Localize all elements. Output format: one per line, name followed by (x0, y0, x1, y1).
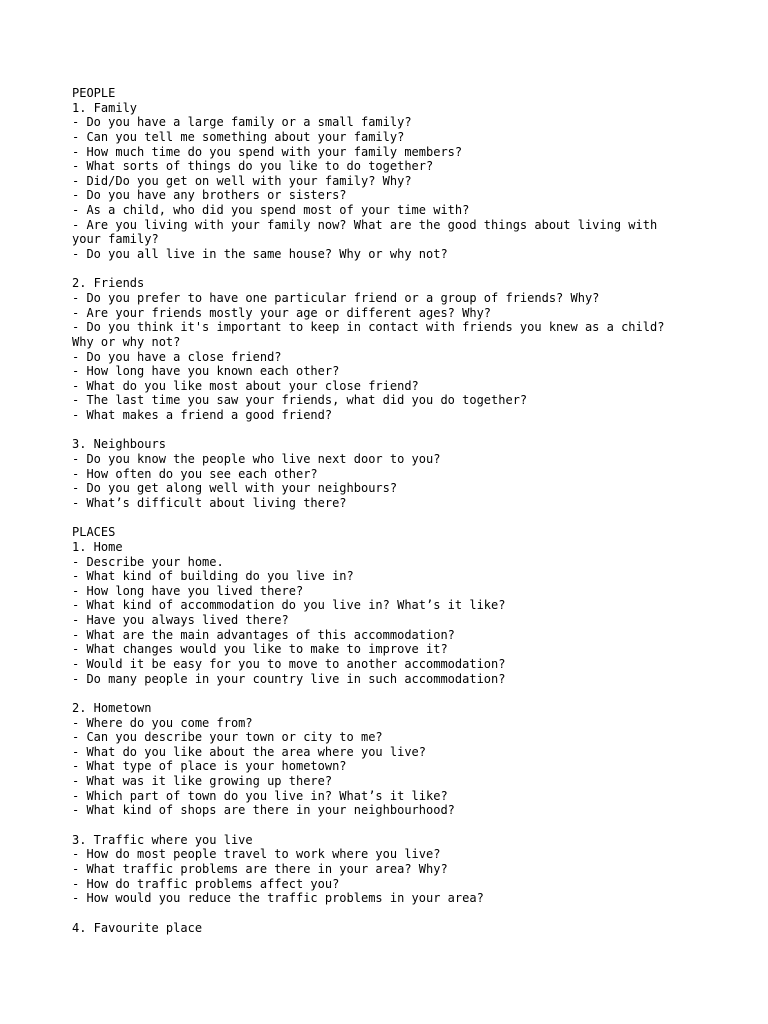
question-line: - How often do you see each other? (72, 466, 318, 481)
section-heading: PLACES (72, 525, 116, 540)
blank-line (72, 906, 712, 921)
question-line: - Do many people in your country live in such accommodation? (72, 671, 506, 686)
question-line: - What was it like growing up there? (72, 774, 333, 789)
subsection-heading: 1. Family (72, 100, 138, 115)
subsection-heading: 3. Neighbours (72, 437, 166, 452)
question-line: - What are the main advantages of this accommodation? (72, 627, 455, 642)
question-line: - What kind of building do you live in? (72, 569, 354, 584)
question-line: - Would it be easy for you to move to another accommodation? (72, 656, 506, 671)
subsection-heading: 1. Home (72, 539, 123, 554)
question-line: - Do you all live in the same house? Why or why not? (72, 247, 448, 262)
question-line: - Which part of town do you live in? What’s it like? (72, 788, 448, 803)
question-line: - What sorts of things do you like to do together? (72, 159, 434, 174)
question-line: - Can you describe your town or city to me? (72, 730, 383, 745)
blank-line (72, 511, 712, 526)
question-line: - Do you prefer to have one particular friend or a group of friends? Why? (72, 290, 600, 305)
question-line: - What kind of accommodation do you live in? What’s it like? (72, 598, 506, 613)
document-page (72, 86, 712, 935)
question-line: - Do you think it's important to keep in contact with friends you knew as a child? (72, 320, 665, 335)
question-line: - How much time do you spend with your family members? (72, 144, 463, 159)
question-line: - What changes would you like to make to improve it? (72, 642, 448, 657)
question-line: - Do you have any brothers or sisters? (72, 188, 347, 203)
question-line: - Do you have a close friend? (72, 349, 282, 364)
question-line: - How long have you known each other? (72, 364, 340, 379)
question-line: - Are you living with your family now? What are the good things about living with (72, 217, 658, 232)
subsection-heading: 3. Traffic where you live (72, 832, 253, 847)
question-line: - Do you get along well with your neighbours? (72, 481, 398, 496)
question-line: - What makes a friend a good friend? (72, 408, 333, 423)
question-line: - How long have you lived there? (72, 583, 304, 598)
question-line: - What’s difficult about living there? (72, 495, 347, 510)
blank-line (72, 818, 712, 833)
question-line: - What type of place is your hometown? (72, 759, 347, 774)
question-line: - What do you like most about your close friend? (72, 378, 419, 393)
question-line: - What kind of shops are there in your neighbourhood? (72, 803, 455, 818)
subsection-heading: 4. Favourite place (72, 920, 203, 935)
question-line: - How would you reduce the traffic problems in your area? (72, 891, 484, 906)
question-line: - As a child, who did you spend most of your time with? (72, 203, 470, 218)
question-line: - Can you tell me something about your family? (72, 129, 405, 144)
continuation-line: Why or why not? (72, 334, 181, 349)
blank-line (72, 262, 712, 277)
blank-line (72, 423, 712, 438)
subsection-heading: 2. Friends (72, 276, 145, 291)
continuation-line: your family? (72, 232, 159, 247)
question-line: - Are your friends mostly your age or different ages? Why? (72, 305, 492, 320)
question-line: - How do most people travel to work where you live? (72, 847, 441, 862)
question-line: - Do you have a large family or a small family? (72, 115, 412, 130)
question-line: - Describe your home. (72, 554, 224, 569)
question-line: - Do you know the people who live next door to you? (72, 452, 441, 467)
question-line: - Where do you come from? (72, 715, 253, 730)
section-heading: PEOPLE (72, 86, 116, 100)
question-line: - The last time you saw your friends, what did you do together? (72, 393, 528, 408)
question-line: - What traffic problems are there in your area? Why? (72, 861, 448, 876)
question-line: - How do traffic problems affect you? (72, 876, 340, 891)
question-line: - What do you like about the area where you live? (72, 744, 427, 759)
question-line: - Did/Do you get on well with your family? Why? (72, 173, 412, 188)
blank-line (72, 686, 712, 701)
subsection-heading: 2. Hometown (72, 700, 152, 715)
question-line: - Have you always lived there? (72, 613, 289, 628)
